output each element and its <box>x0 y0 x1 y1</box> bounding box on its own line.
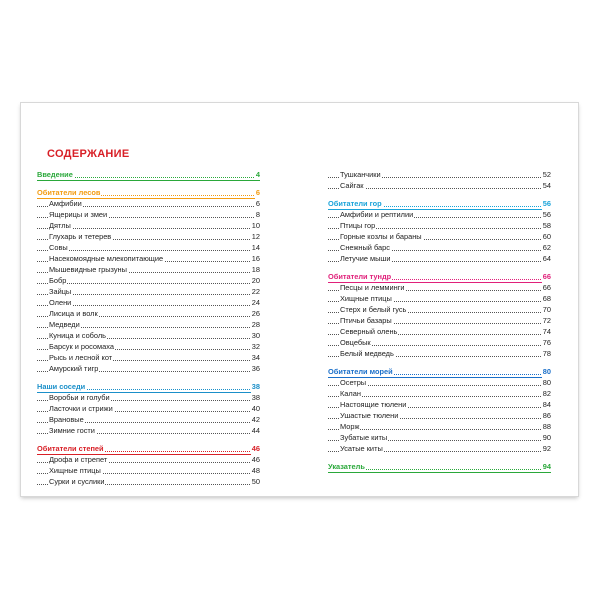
section-gap <box>328 359 551 366</box>
toc-page-number: 68 <box>542 294 551 303</box>
toc-entry-label: Настоящие тюлени <box>340 400 407 409</box>
toc-page-number: 20 <box>251 276 260 285</box>
toc-entry-label: Зимние гости <box>49 426 95 435</box>
toc-entry-label: Амфибии <box>49 199 82 208</box>
toc-page-number: 4 <box>255 170 260 179</box>
toc-entry <box>328 293 551 304</box>
toc-entry <box>37 220 260 231</box>
toc-entry-label: Калан <box>340 389 361 398</box>
toc-page-number: 24 <box>251 298 260 307</box>
toc-page-number: 74 <box>542 327 551 336</box>
toc-page-number: 26 <box>251 309 260 318</box>
toc-entry-label: Наши соседи <box>37 382 86 391</box>
toc-page-number: 10 <box>251 221 260 230</box>
toc-page-number: 28 <box>251 320 260 329</box>
toc-page-number: 38 <box>251 393 260 402</box>
toc-entry-label: Амфибии и рептилии <box>340 210 414 219</box>
toc-entry-label: Насекомоядные млекопитающие <box>49 254 164 263</box>
toc-page-number: 80 <box>542 367 551 376</box>
section-gap <box>37 180 260 187</box>
toc-right-column <box>328 169 551 472</box>
toc-entry-label: Дятлы <box>49 221 71 230</box>
toc-page-number: 46 <box>251 455 260 464</box>
toc-left-column <box>37 169 260 487</box>
toc-entry <box>37 264 260 275</box>
toc-section-entry <box>37 443 260 454</box>
dot-leader <box>37 283 260 284</box>
toc-entry <box>37 198 260 209</box>
toc-entry-label: Обитатели тундр <box>328 272 392 281</box>
section-gap <box>328 264 551 271</box>
toc-entry <box>37 363 260 374</box>
toc-entry <box>37 414 260 425</box>
toc-section-entry <box>328 461 551 472</box>
toc-page-number: 58 <box>542 221 551 230</box>
toc-entry-label: Песцы и лемминги <box>340 283 405 292</box>
toc-entry <box>37 308 260 319</box>
toc-entry-label: Куница и соболь <box>49 331 107 340</box>
toc-entry <box>328 231 551 242</box>
dot-leader <box>37 250 260 251</box>
toc-page-number: 38 <box>251 382 260 391</box>
toc-page-number: 62 <box>542 243 551 252</box>
toc-entry <box>328 315 551 326</box>
toc-page-number: 30 <box>251 331 260 340</box>
toc-entry <box>328 388 551 399</box>
section-gap <box>328 191 551 198</box>
toc-page-number: 50 <box>251 477 260 486</box>
toc-entry <box>328 399 551 410</box>
toc-section-entry <box>37 169 260 180</box>
toc-entry <box>328 410 551 421</box>
toc-page-number: 64 <box>542 254 551 263</box>
toc-page-number: 86 <box>542 411 551 420</box>
toc-entry-label: Осетры <box>340 378 367 387</box>
toc-entry-label: Дрофа и стрепет <box>49 455 108 464</box>
toc-page-number: 6 <box>255 188 260 197</box>
toc-page-number: 88 <box>542 422 551 431</box>
toc-entry <box>37 341 260 352</box>
section-gap <box>37 374 260 381</box>
toc-page-number: 90 <box>542 433 551 442</box>
toc-entry <box>328 377 551 388</box>
toc-page-number: 6 <box>255 199 260 208</box>
toc-page-number: 46 <box>251 444 260 453</box>
toc-entry-label: Обитатели гор <box>328 199 382 208</box>
toc-entry <box>37 242 260 253</box>
section-underline <box>37 180 260 181</box>
toc-page-number: 72 <box>542 316 551 325</box>
toc-entry-label: Ящерицы и змеи <box>49 210 108 219</box>
toc-page-number: 92 <box>542 444 551 453</box>
page-title: СОДЕРЖАНИЕ <box>47 148 130 160</box>
toc-page-number: 84 <box>542 400 551 409</box>
toc-section-entry <box>328 198 551 209</box>
toc-entry <box>37 319 260 330</box>
toc-entry <box>37 465 260 476</box>
toc-entry <box>37 253 260 264</box>
toc-entry-label: Зубатые киты <box>340 433 388 442</box>
toc-page-number: 44 <box>251 426 260 435</box>
toc-entry-label: Белый медведь <box>340 349 394 358</box>
toc-entry-label: Хищные птицы <box>340 294 392 303</box>
toc-entry-label: Стерх и белый гусь <box>340 305 407 314</box>
toc-page-number: 36 <box>251 364 260 373</box>
toc-page-number: 70 <box>542 305 551 314</box>
toc-entry-label: Мышевидные грызуны <box>49 265 127 274</box>
toc-entry-label: Птичьи базары <box>340 316 392 325</box>
toc-page-number: 66 <box>542 272 551 281</box>
toc-page-number: 40 <box>251 404 260 413</box>
toc-entry <box>37 297 260 308</box>
toc-entry-label: Рысь и лесной кот <box>49 353 113 362</box>
toc-entry-label: Амурский тигр <box>49 364 99 373</box>
toc-entry <box>328 282 551 293</box>
toc-page-number: 78 <box>542 349 551 358</box>
toc-entry-label: Птицы гор <box>340 221 376 230</box>
toc-entry <box>37 454 260 465</box>
toc-entry-label: Обитатели степей <box>37 444 104 453</box>
toc-entry-label: Воробьи и голуби <box>49 393 110 402</box>
toc-entry <box>37 392 260 403</box>
toc-entry <box>328 337 551 348</box>
toc-entry <box>328 220 551 231</box>
section-gap <box>328 454 551 461</box>
toc-entry <box>328 253 551 264</box>
toc-entry-label: Сурки и суслики <box>49 477 105 486</box>
toc-entry <box>328 242 551 253</box>
toc-entry-label: Северный олень <box>340 327 398 336</box>
toc-entry-label: Глухарь и тетерев <box>49 232 112 241</box>
toc-page-number: 60 <box>542 232 551 241</box>
toc-entry <box>328 443 551 454</box>
toc-page-number: 14 <box>251 243 260 252</box>
toc-page-number: 22 <box>251 287 260 296</box>
toc-entry <box>37 231 260 242</box>
toc-entry-label: Морж <box>340 422 360 431</box>
toc-page-number: 8 <box>255 210 260 219</box>
toc-entry <box>328 432 551 443</box>
toc-entry <box>328 304 551 315</box>
toc-entry <box>37 330 260 341</box>
toc-entry-label: Медведи <box>49 320 80 329</box>
toc-entry <box>328 169 551 180</box>
toc-page-number: 42 <box>251 415 260 424</box>
toc-entry-label: Снежный барс <box>340 243 390 252</box>
toc-page-number: 12 <box>251 232 260 241</box>
toc-entry-label: Врановые <box>49 415 84 424</box>
toc-entry-label: Барсук и росомаха <box>49 342 114 351</box>
toc-entry <box>328 421 551 432</box>
toc-entry-label: Зайцы <box>49 287 72 296</box>
toc-entry-label: Совы <box>49 243 68 252</box>
dot-leader <box>328 429 551 430</box>
section-gap <box>37 436 260 443</box>
toc-entry-label: Лисица и волк <box>49 309 98 318</box>
toc-page-number: 94 <box>542 462 551 471</box>
toc-entry <box>37 403 260 414</box>
toc-entry-label: Олени <box>49 298 72 307</box>
section-underline <box>328 472 551 473</box>
toc-page-number: 48 <box>251 466 260 475</box>
toc-entry-label: Ушастые тюлени <box>340 411 399 420</box>
toc-page-number: 54 <box>542 181 551 190</box>
toc-entry <box>37 275 260 286</box>
toc-page-number: 56 <box>542 210 551 219</box>
toc-section-entry <box>328 366 551 377</box>
toc-entry <box>37 286 260 297</box>
toc-section-entry <box>37 187 260 198</box>
toc-page-number: 66 <box>542 283 551 292</box>
toc-entry <box>37 425 260 436</box>
toc-entry <box>328 209 551 220</box>
toc-section-entry <box>37 381 260 392</box>
toc-entry-label: Введение <box>37 170 73 179</box>
toc-page-number: 52 <box>542 170 551 179</box>
toc-page-number: 18 <box>251 265 260 274</box>
toc-page-number: 82 <box>542 389 551 398</box>
toc-entry <box>328 348 551 359</box>
toc-entry-label: Указатель <box>328 462 365 471</box>
toc-entry <box>328 180 551 191</box>
toc-entry-label: Обитатели лесов <box>37 188 101 197</box>
toc-entry-label: Горные козлы и бараны <box>340 232 422 241</box>
toc-entry-label: Усатые киты <box>340 444 383 453</box>
toc-entry-label: Ласточки и стрижи <box>49 404 113 413</box>
toc-entry-label: Сайгак <box>340 181 364 190</box>
toc-entry <box>37 209 260 220</box>
toc-page-number: 34 <box>251 353 260 362</box>
toc-page-number: 56 <box>542 199 551 208</box>
toc-entry <box>37 476 260 487</box>
toc-entry-label: Тушканчики <box>340 170 381 179</box>
toc-entry-label: Обитатели морей <box>328 367 393 376</box>
toc-entry-label: Хищные птицы <box>49 466 101 475</box>
toc-page-number: 16 <box>251 254 260 263</box>
toc-entry-label: Овцебык <box>340 338 371 347</box>
toc-entry <box>37 352 260 363</box>
toc-section-entry <box>328 271 551 282</box>
toc-page-number: 80 <box>542 378 551 387</box>
toc-page-number: 76 <box>542 338 551 347</box>
toc-entry-label: Бобр <box>49 276 67 285</box>
toc-entry-label: Летучие мыши <box>340 254 391 263</box>
toc-page-number: 32 <box>251 342 260 351</box>
toc-entry <box>328 326 551 337</box>
